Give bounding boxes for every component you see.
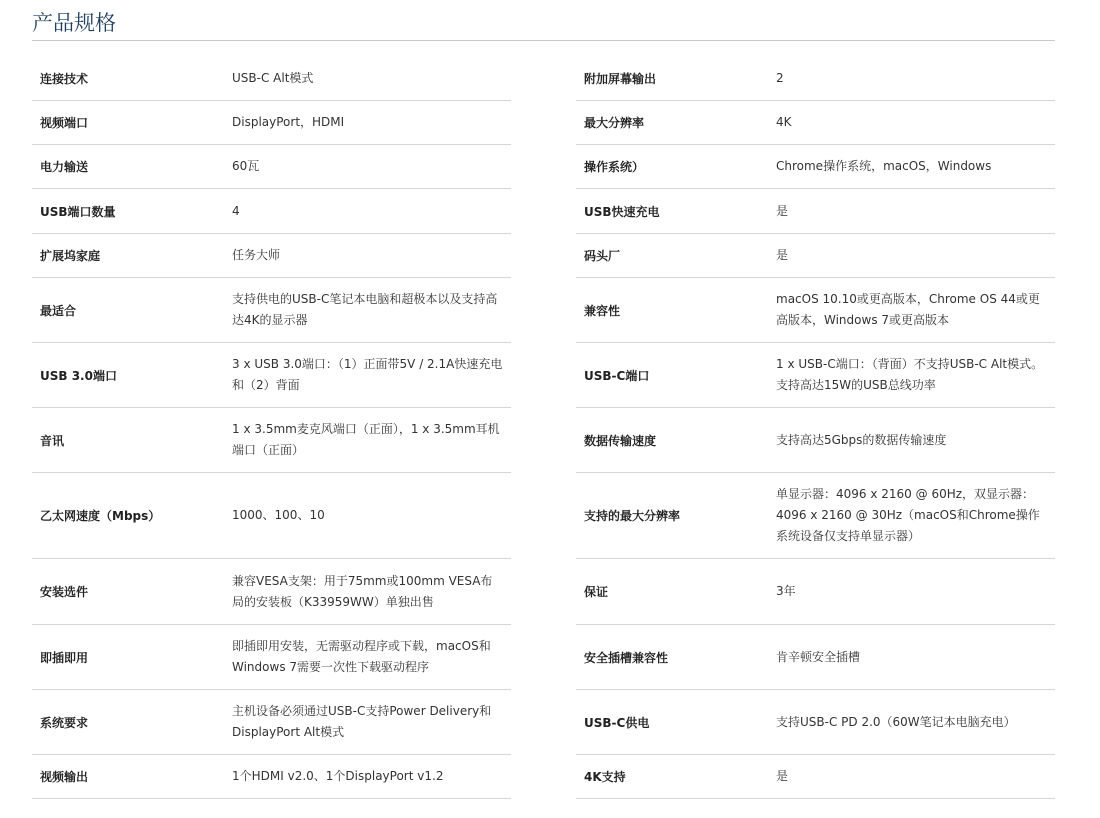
spec-row — [32, 690, 511, 755]
spec-row — [576, 343, 1055, 408]
spec-row — [576, 56, 1055, 101]
spec-row — [32, 559, 511, 625]
spec-value: 支持高达5Gbps的数据传输速度 — [776, 432, 947, 447]
spec-row — [32, 189, 511, 234]
spec-value: 支持供电的USB-C笔记本电脑和超极本以及支持高达4K的显示器 — [232, 292, 498, 327]
spec-label: 即插即用 — [40, 650, 89, 665]
spec-row — [32, 145, 511, 189]
spec-row — [576, 101, 1055, 145]
spec-row — [32, 278, 511, 343]
spec-row — [32, 755, 511, 799]
spec-value: 3年 — [776, 584, 796, 598]
spec-value: 1000、100、10 — [232, 508, 325, 522]
spec-label: 最适合 — [40, 303, 77, 318]
spec-value: 是 — [776, 769, 789, 783]
spec-label: 视频输出 — [40, 770, 89, 784]
spec-row — [576, 690, 1055, 755]
spec-row — [32, 56, 511, 101]
spec-table-left — [32, 56, 511, 799]
spec-label: 最大分辨率 — [584, 116, 645, 130]
spec-value: 2 — [776, 70, 784, 85]
spec-value: 4 — [232, 203, 240, 218]
spec-label: 视频端口 — [40, 116, 89, 130]
spec-row — [576, 234, 1055, 278]
spec-row — [32, 473, 511, 559]
spec-value: 是 — [776, 248, 789, 262]
spec-value: Chrome操作系统，macOS，Windows — [776, 159, 992, 173]
spec-value: 兼容VESA支架：用于75mm或100mm VESA布局的安装板（K33959WW）单独出售 — [232, 573, 493, 609]
spec-label: 4K支持 — [584, 770, 626, 784]
spec-label: 操作系统） — [584, 160, 645, 174]
section-title: 产品规格 — [32, 11, 116, 35]
spec-value: 60瓦 — [232, 159, 260, 173]
spec-row — [576, 559, 1055, 625]
spec-label: 附加屏幕输出 — [584, 71, 657, 86]
spec-value: 4K — [776, 115, 792, 129]
spec-label: 电力输送 — [40, 160, 89, 174]
spec-label: 数据传输速度 — [584, 433, 657, 448]
spec-row — [576, 145, 1055, 189]
title-divider — [32, 40, 1055, 41]
spec-row — [576, 408, 1055, 473]
spec-label: USB-C端口 — [584, 368, 650, 383]
spec-value: 单显示器：4096 x 2160 @ 60Hz，双显示器：4096 x 2160 @ 30Hz（macOS和Chrome操作系统设备仅支持单显示器） — [776, 487, 1040, 543]
spec-row — [32, 625, 511, 690]
spec-value: 肯辛顿安全插槽 — [776, 649, 861, 664]
spec-label: 码头厂 — [584, 249, 621, 263]
spec-label: 保证 — [584, 585, 609, 599]
spec-value: 1 x USB-C端口：（背面）不支持USB-C Alt模式。支持高达15W的USB总线功率 — [776, 357, 1044, 392]
spec-label: 兼容性 — [584, 303, 621, 318]
spec-row — [576, 625, 1055, 690]
spec-row — [576, 473, 1055, 559]
spec-row — [32, 101, 511, 145]
spec-value: 是 — [776, 203, 789, 218]
spec-label: USB-C供电 — [584, 715, 650, 730]
spec-row — [32, 343, 511, 408]
spec-label: 支持的最大分辨率 — [584, 509, 681, 523]
spec-label: 安全插槽兼容性 — [584, 650, 669, 665]
spec-label: 音讯 — [40, 433, 65, 448]
spec-value: USB-C Alt模式 — [232, 70, 314, 85]
spec-row — [32, 408, 511, 473]
spec-value: 1个HDMI v2.0、1个DisplayPort v1.2 — [232, 769, 444, 783]
spec-value: DisplayPort，HDMI — [232, 115, 345, 129]
spec-row — [576, 755, 1055, 799]
spec-value: 3 x USB 3.0端口：（1）正面带5V / 2.1A快速充电和（2）背面 — [232, 357, 503, 392]
spec-label: 系统要求 — [40, 715, 89, 730]
spec-value: 任务大师 — [232, 248, 281, 262]
spec-value: macOS 10.10或更高版本，Chrome OS 44或更高版本，Windows 7或更高版本 — [776, 292, 1040, 327]
spec-label: 乙太网速度（Mbps） — [40, 509, 161, 523]
spec-value: 1 x 3.5mm麦克风端口（正面），1 x 3.5mm耳机端口（正面） — [232, 422, 500, 457]
spec-value: 主机设备必须通过USB-C支持Power Delivery和DisplayPort Alt模式 — [232, 704, 492, 739]
spec-label: USB快速充电 — [584, 204, 660, 219]
spec-row — [576, 189, 1055, 234]
spec-value: 支持USB-C PD 2.0（60W笔记本电脑充电） — [776, 714, 1016, 729]
spec-label: USB 3.0端口 — [40, 368, 117, 383]
spec-value: 即插即用安装，无需驱动程序或下载，macOS和Windows 7需要一次性下载驱动程序 — [232, 639, 491, 674]
spec-label: 扩展坞家庭 — [40, 249, 101, 263]
spec-label: 连接技术 — [40, 71, 89, 86]
spec-table-right — [576, 56, 1055, 799]
spec-label: USB端口数量 — [40, 204, 116, 219]
spec-row — [32, 234, 511, 278]
spec-label: 安装选件 — [40, 585, 89, 599]
spec-row — [576, 278, 1055, 343]
